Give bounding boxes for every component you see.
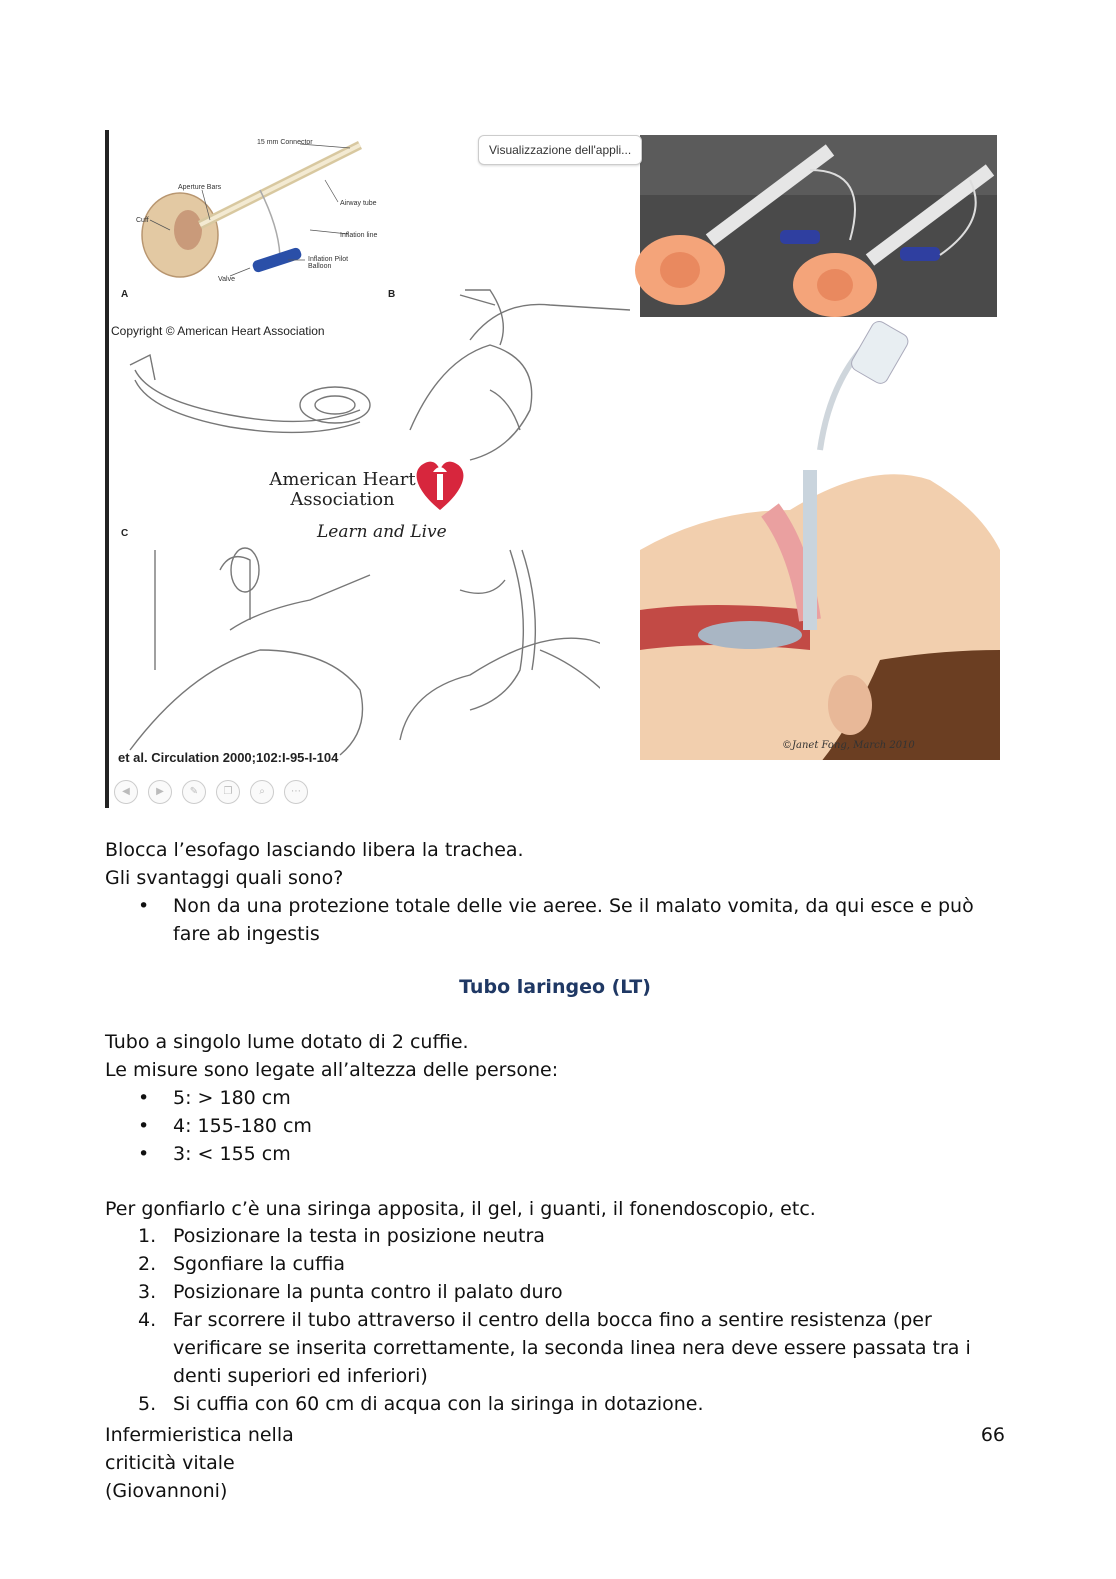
label-valve: Valve [218,276,235,283]
list-item: • 3: < 155 cm [138,1143,291,1165]
footer-course-line-1: Infermieristica nella [105,1424,294,1446]
aha-name-line2: Association [290,489,395,510]
lt-line-2: Le misure sono legate all’altezza delle persone: [105,1059,559,1081]
footer-course-line-2: criticità vitale [105,1452,235,1474]
step-text: Posizionare la punta contro il palato duro [173,1281,563,1303]
more-icon[interactable]: ⋯ [284,780,308,804]
list-item: 2. Sgonfiare la cuffia [138,1253,345,1275]
label-cuff: Cuff [136,217,149,224]
footer-course [105,1421,405,1505]
intro-text [105,836,1005,892]
panel-b-label: B [388,289,396,300]
citation-caption: et al. Circulation 2000;102:I-95-I-104 [118,750,339,765]
aha-name [265,470,420,510]
label-airway-tube: Airway tube [340,200,377,207]
figure-left-border [105,130,109,808]
label-connector: 15 mm Connector [257,139,313,146]
list-item: 1. Posizionare la testa in posizione neutra [138,1225,545,1247]
intro-line-1: Blocca l’esofago lasciando libera la trachea. [105,839,524,861]
inflate-intro: Per gonfiarlo c’è una siringa apposita, il gel, i guanti, il fonendoscopio, etc. [105,1198,816,1220]
size-text: 5: > 180 cm [173,1087,291,1109]
step-text: Far scorrere il tubo attraverso il centro della bocca fino a sentire resistenza (per verificare se inserita correttamente, la seconda linea nera deve essere passata tra i denti superiori ed inferiori) [173,1309,971,1387]
zoom-icon[interactable]: ⌕ [250,780,274,804]
list-item: • 4: 155-180 cm [138,1115,312,1137]
label-inflation-line: Inflation line [340,232,378,239]
section-title: Tubo laringeo (LT) [459,976,651,998]
lma-photo [635,135,997,317]
artist-credit: ©Janet Fong, March 2010 [782,740,915,751]
panel-c-label: C [121,528,129,539]
laryngeal-mask-figure [110,130,1010,810]
lt-description [105,1028,1005,1084]
play-icon[interactable]: ▶ [148,780,172,804]
step-text: Sgonfiare la cuffia [173,1253,345,1275]
aha-tagline: Learn and Live [317,522,447,542]
aha-name-line1: American Heart [269,469,416,490]
disadvantage-text: Non da una protezione totale delle vie aeree. Se il malato vomita, da qui esce e può fare ab ingestis [173,895,974,945]
viewer-tooltip: Visualizzazione dell'appli... [478,135,642,165]
sizes-list [105,1084,1005,1168]
steps-list [105,1222,1005,1418]
lt-line-1: Tubo a singolo lume dotato di 2 cuffie. [105,1031,469,1053]
size-text: 4: 155-180 cm [173,1115,312,1137]
copyright-caption: Copyright © American Heart Association [111,324,325,338]
step-text: Posizionare la testa in posizione neutra [173,1225,545,1247]
lma-inserted-illustration [600,317,1000,777]
prev-icon[interactable]: ◀ [114,780,138,804]
step-text: Si cuffia con 60 cm di acqua con la siringa in dotazione. [173,1393,704,1415]
size-text: 3: < 155 cm [173,1143,291,1165]
intro-line-2: Gli svantaggi quali sono? [105,867,344,889]
disadvantages-list [105,892,1005,948]
footer-course-line-3: (Giovannoni) [105,1480,228,1502]
list-item: 3. Posizionare la punta contro il palato duro [138,1281,563,1303]
list-item: • Non da una protezione totale delle vie aeree. Se il malato vomita, da qui esce e può fare ab ingestis [138,895,974,945]
list-item: • 5: > 180 cm [138,1087,291,1109]
label-aperture-bars: Aperture Bars [178,184,222,191]
panel-a-label: A [121,289,129,300]
label-pilot-balloon: Inflation Pilot Balloon [308,256,349,270]
list-item: 5. Si cuffia con 60 cm di acqua con la siringa in dotazione. [138,1393,704,1415]
page-number: 66 [980,1424,1005,1446]
copy-icon[interactable]: ❐ [216,780,240,804]
edit-icon[interactable]: ✎ [182,780,206,804]
list-item: 4. Far scorrere il tubo attraverso il centro della bocca fino a sentire resistenza (per verificare se inserita correttamente, la seconda linea nera deve essere passata tra i denti superiori ed inferiori) [138,1309,971,1387]
